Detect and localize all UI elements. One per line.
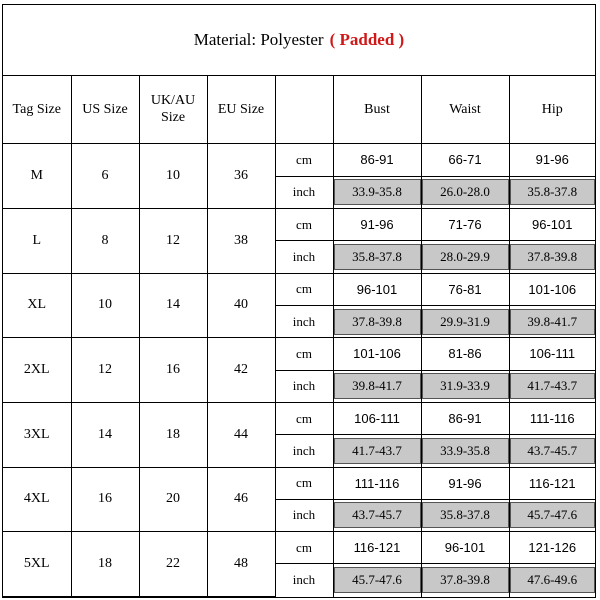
unit-inch-label: inch — [275, 435, 333, 467]
hip-inch-value: 41.7-43.7 — [510, 373, 596, 399]
hip-inch-cell — [509, 499, 595, 531]
waist-cm-value: 96-101 — [421, 532, 509, 564]
unit-inch-label: inch — [275, 564, 333, 597]
bust-cm-value: 111-116 — [333, 467, 421, 499]
waist-inch-value: 29.9-31.9 — [422, 309, 509, 335]
bust-cm-value: 96-101 — [333, 273, 421, 305]
us-size-cell: 10 — [71, 273, 139, 338]
eu-size-cell: 36 — [207, 144, 275, 209]
bust-cm-value: 116-121 — [333, 532, 421, 564]
hip-inch-cell — [509, 370, 595, 402]
header-ukau-line1: UK/AU — [150, 93, 196, 109]
unit-cm-label: cm — [275, 273, 333, 305]
waist-inch-value: 31.9-33.9 — [422, 373, 509, 399]
bust-inch-cell — [333, 564, 421, 597]
header-unit — [275, 75, 333, 144]
waist-cm-value: 76-81 — [421, 273, 509, 305]
waist-cm-value: 71-76 — [421, 208, 509, 240]
hip-inch-value: 43.7-45.7 — [510, 438, 596, 464]
hip-inch-cell — [509, 435, 595, 467]
ukau-size-cell: 14 — [139, 273, 207, 338]
hip-inch-value: 35.8-37.8 — [510, 179, 596, 205]
eu-size-cell: 42 — [207, 338, 275, 403]
waist-inch-cell — [421, 499, 509, 531]
unit-cm-label: cm — [275, 144, 333, 176]
hip-cm-value: 101-106 — [509, 273, 595, 305]
us-size-cell: 18 — [71, 532, 139, 597]
us-size-cell: 14 — [71, 402, 139, 467]
hip-cm-value: 116-121 — [509, 467, 595, 499]
hip-inch-cell — [509, 564, 595, 597]
hip-inch-value: 39.8-41.7 — [510, 309, 596, 335]
header-hip: Hip — [509, 75, 595, 144]
tag-size-cell: 2XL — [3, 338, 71, 403]
header-tag-size: Tag Size — [3, 75, 71, 144]
header-row — [3, 75, 595, 144]
tag-size-cell: M — [3, 144, 71, 209]
waist-inch-cell — [421, 305, 509, 337]
ukau-size-cell: 18 — [139, 402, 207, 467]
waist-cm-value: 66-71 — [421, 144, 509, 176]
waist-inch-cell — [421, 564, 509, 597]
waist-cm-value: 86-91 — [421, 402, 509, 434]
unit-inch-label: inch — [275, 305, 333, 337]
bust-inch-value: 37.8-39.8 — [334, 309, 421, 335]
waist-inch-cell — [421, 370, 509, 402]
eu-size-cell: 38 — [207, 208, 275, 273]
header-ukau-line2: Size — [160, 110, 186, 126]
us-size-cell: 6 — [71, 144, 139, 209]
hip-inch-cell — [509, 241, 595, 273]
header-us-size: US Size — [71, 75, 139, 144]
hip-inch-value: 47.6-49.6 — [510, 567, 596, 593]
eu-size-cell: 48 — [207, 532, 275, 597]
waist-inch-cell — [421, 435, 509, 467]
unit-cm-label: cm — [275, 532, 333, 564]
size-row-cm — [3, 208, 595, 240]
tag-size-cell: XL — [3, 273, 71, 338]
ukau-size-cell: 20 — [139, 467, 207, 532]
eu-size-cell: 44 — [207, 402, 275, 467]
eu-size-cell: 40 — [207, 273, 275, 338]
size-table — [3, 75, 595, 597]
unit-cm-label: cm — [275, 467, 333, 499]
ukau-size-cell: 16 — [139, 338, 207, 403]
unit-inch-label: inch — [275, 176, 333, 208]
bust-cm-value: 86-91 — [333, 144, 421, 176]
unit-inch-label: inch — [275, 241, 333, 273]
waist-inch-value: 33.9-35.8 — [422, 438, 509, 464]
bust-inch-value: 41.7-43.7 — [334, 438, 421, 464]
waist-inch-value: 37.8-39.8 — [422, 567, 509, 593]
hip-cm-value: 91-96 — [509, 144, 595, 176]
bust-cm-value: 106-111 — [333, 402, 421, 434]
size-row-cm — [3, 338, 595, 370]
bust-inch-cell — [333, 176, 421, 208]
waist-inch-cell — [421, 176, 509, 208]
waist-cm-value: 81-86 — [421, 338, 509, 370]
bust-cm-value: 91-96 — [333, 208, 421, 240]
header-ukau-size — [139, 75, 207, 144]
chart-title — [3, 5, 595, 76]
header-eu-size: EU Size — [207, 75, 275, 144]
bust-inch-value: 43.7-45.7 — [334, 502, 421, 528]
bust-inch-value: 33.9-35.8 — [334, 179, 421, 205]
waist-cm-value: 91-96 — [421, 467, 509, 499]
bust-inch-value: 35.8-37.8 — [334, 244, 421, 270]
tag-size-cell: L — [3, 208, 71, 273]
bust-inch-cell — [333, 305, 421, 337]
us-size-cell: 12 — [71, 338, 139, 403]
size-row-cm — [3, 532, 595, 564]
us-size-cell: 16 — [71, 467, 139, 532]
title-padded-note: ( Padded ) — [329, 30, 405, 49]
unit-inch-label: inch — [275, 370, 333, 402]
ukau-size-cell: 22 — [139, 532, 207, 597]
waist-inch-cell — [421, 241, 509, 273]
tag-size-cell: 4XL — [3, 467, 71, 532]
size-chart — [2, 4, 596, 598]
title-material: Material: Polyester — [193, 30, 324, 49]
hip-inch-cell — [509, 305, 595, 337]
hip-cm-value: 96-101 — [509, 208, 595, 240]
unit-inch-label: inch — [275, 499, 333, 531]
hip-inch-value: 37.8-39.8 — [510, 244, 596, 270]
hip-cm-value: 111-116 — [509, 402, 595, 434]
header-waist: Waist — [421, 75, 509, 144]
hip-cm-value: 106-111 — [509, 338, 595, 370]
waist-inch-value: 28.0-29.9 — [422, 244, 509, 270]
hip-cm-value: 121-126 — [509, 532, 595, 564]
us-size-cell: 8 — [71, 208, 139, 273]
ukau-size-cell: 10 — [139, 144, 207, 209]
eu-size-cell: 46 — [207, 467, 275, 532]
bust-inch-value: 39.8-41.7 — [334, 373, 421, 399]
bust-inch-cell — [333, 370, 421, 402]
tag-size-cell: 5XL — [3, 532, 71, 597]
bust-inch-cell — [333, 499, 421, 531]
unit-cm-label: cm — [275, 208, 333, 240]
tag-size-cell: 3XL — [3, 402, 71, 467]
size-row-cm — [3, 273, 595, 305]
size-row-cm — [3, 144, 595, 176]
size-table-body — [3, 75, 595, 597]
bust-cm-value: 101-106 — [333, 338, 421, 370]
size-row-cm — [3, 402, 595, 434]
hip-inch-cell — [509, 176, 595, 208]
waist-inch-value: 35.8-37.8 — [422, 502, 509, 528]
waist-inch-value: 26.0-28.0 — [422, 179, 509, 205]
unit-cm-label: cm — [275, 402, 333, 434]
bust-inch-value: 45.7-47.6 — [334, 567, 421, 593]
size-row-cm — [3, 467, 595, 499]
ukau-size-cell: 12 — [139, 208, 207, 273]
hip-inch-value: 45.7-47.6 — [510, 502, 596, 528]
bust-inch-cell — [333, 241, 421, 273]
header-bust: Bust — [333, 75, 421, 144]
unit-cm-label: cm — [275, 338, 333, 370]
bust-inch-cell — [333, 435, 421, 467]
